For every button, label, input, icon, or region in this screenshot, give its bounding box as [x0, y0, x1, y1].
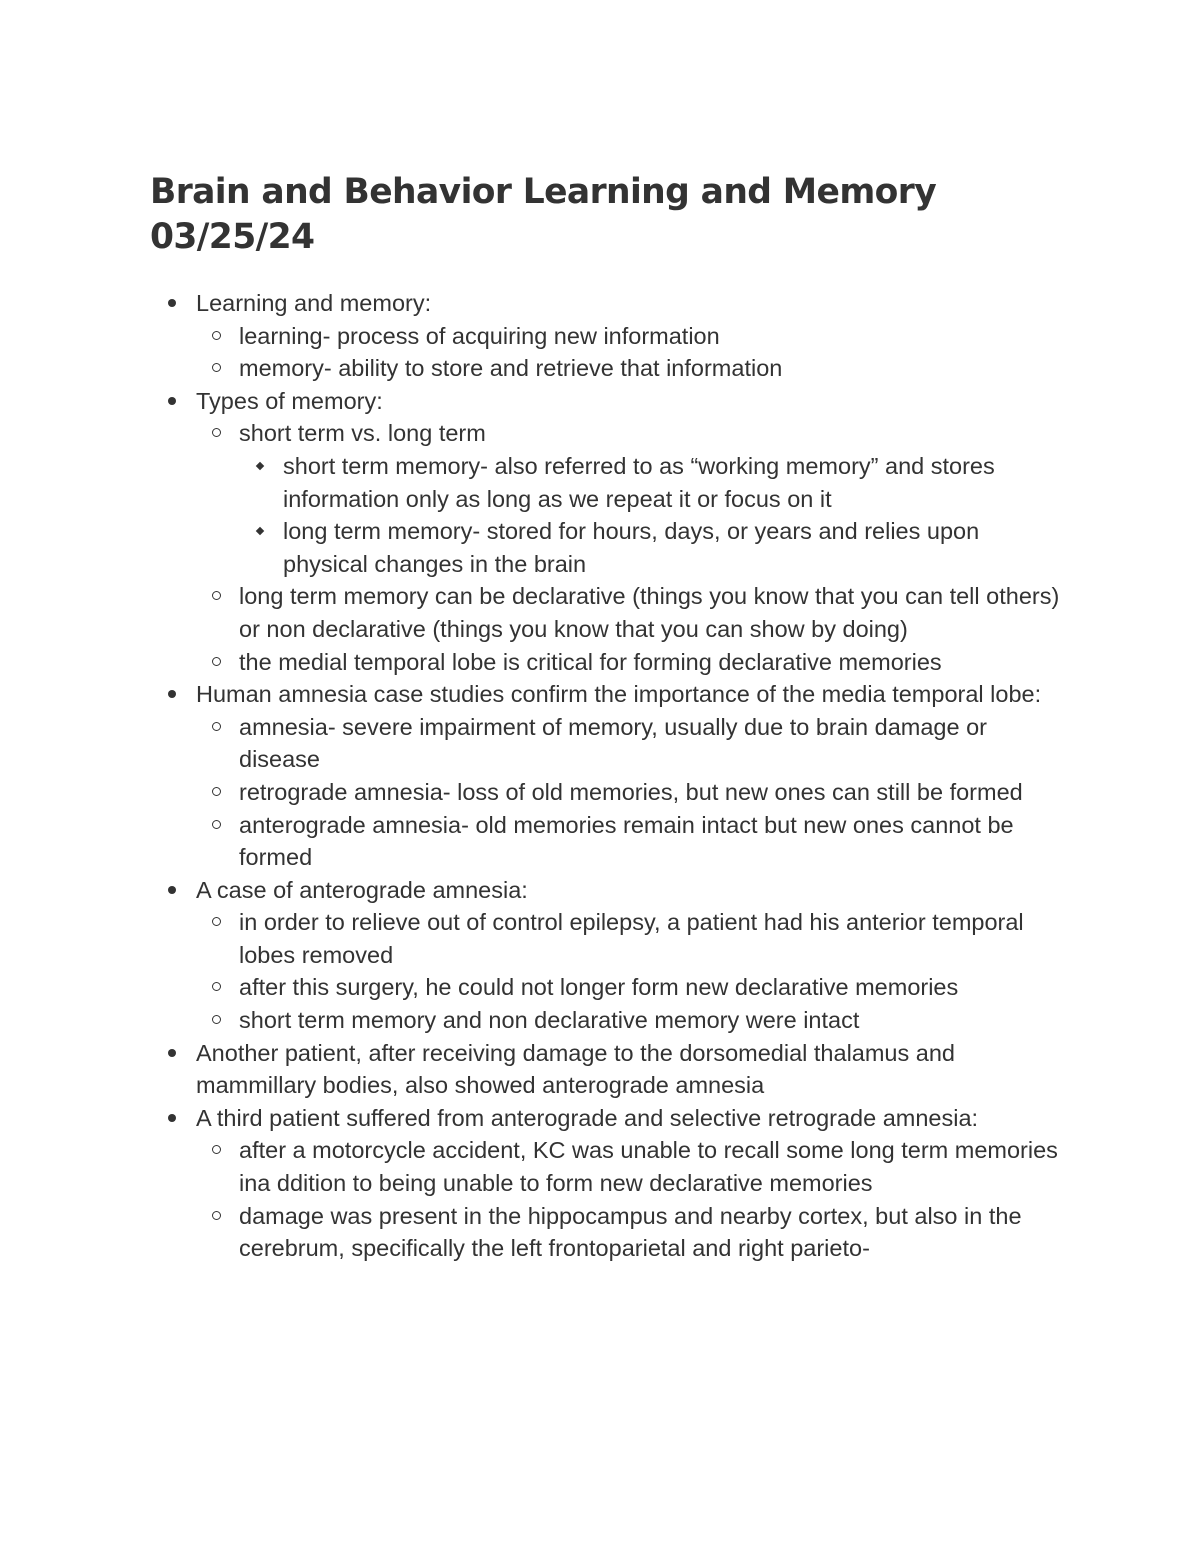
- list-item: short term vs. long term short term memory- also referred to as “working memory” and stores information only as long as we repeat it or focus on it long term memory- stored for hours, days, or years and relies upon physical changes in the brain: [150, 417, 1060, 580]
- document-page: [150, 170, 1060, 1265]
- notes-list: [150, 287, 1060, 1265]
- bullet-circle-icon: [212, 787, 221, 796]
- bullet-disc-icon: [168, 886, 176, 894]
- list-item: A third patient suffered from anterograde and selective retrograde amnesia: after a motorcycle accident, KC was unable to recall some long term memories ina ddition to being unable to form new declarative memories damage was present in the hippocampus and nearby cortex, but also in the cerebrum, specifically the left frontoparietal and right parieto-: [150, 1102, 1060, 1265]
- list-item: short term memory and non declarative memory were intact: [150, 1004, 1060, 1037]
- list-item: A case of anterograde amnesia: in order to relieve out of control epilepsy, a patient had his anterior temporal lobes removed after this surgery, he could not longer form new declarative memories short term memory and non declarative memory were intact: [150, 874, 1060, 1037]
- list-item: long term memory can be declarative (things you know that you can tell others) or non declarative (things you know that you can show by doing): [150, 580, 1060, 645]
- bullet-circle-icon: [212, 428, 221, 437]
- list-item: Types of memory: short term vs. long term short term memory- also referred to as “working memory” and stores information only as long as we repeat it or focus on it long term memory- stored for hours, days, or years and relies upon physical changes in the brain long term memory can be declarative (things you know that you can tell others) or non declarative (things you know that you can show by doing) the medial temporal lobe is critical for forming declarative memories: [150, 385, 1060, 678]
- bullet-circle-icon: [212, 657, 221, 666]
- bullet-circle-icon: [212, 1015, 221, 1024]
- page-title: Brain and Behavior Learning and Memory 03/25/24: [150, 172, 937, 257]
- bullet-circle-icon: [212, 331, 221, 340]
- bullet-disc-icon: [168, 1049, 176, 1057]
- list-item: Human amnesia case studies confirm the importance of the media temporal lobe: amnesia- severe impairment of memory, usually due to brain damage or disease retrograde amnesia- loss of old memories, but new ones can still be formed anterograde amnesia- old memories remain intact but new ones cannot be formed: [150, 678, 1060, 874]
- list-item: in order to relieve out of control epilepsy, a patient had his anterior temporal lobes removed: [150, 906, 1060, 971]
- bullet-diamond-icon: [256, 527, 264, 535]
- list-item: Another patient, after receiving damage to the dorsomedial thalamus and mammillary bodies, also showed anterograde amnesia: [150, 1037, 1060, 1102]
- bullet-circle-icon: [212, 1145, 221, 1154]
- list-item: the medial temporal lobe is critical for forming declarative memories: [150, 646, 1060, 679]
- bullet-circle-icon: [212, 820, 221, 829]
- list-item: damage was present in the hippocampus and nearby cortex, but also in the cerebrum, specifically the left frontoparietal and right parieto-: [150, 1200, 1060, 1265]
- list-item: retrograde amnesia- loss of old memories, but new ones can still be formed: [150, 776, 1060, 809]
- bullet-circle-icon: [212, 917, 221, 926]
- bullet-circle-icon: [212, 722, 221, 731]
- list-item: after this surgery, he could not longer form new declarative memories: [150, 971, 1060, 1004]
- bullet-circle-icon: [212, 363, 221, 372]
- list-item: learning- process of acquiring new information: [150, 320, 1060, 353]
- bullet-circle-icon: [212, 1211, 221, 1220]
- list-item: anterograde amnesia- old memories remain intact but new ones cannot be formed: [150, 809, 1060, 874]
- bullet-circle-icon: [212, 982, 221, 991]
- list-item: Learning and memory: learning- process of acquiring new information memory- ability to store and retrieve that information: [150, 287, 1060, 385]
- bullet-diamond-icon: [256, 462, 264, 470]
- list-item: short term memory- also referred to as “working memory” and stores information only as long as we repeat it or focus on it: [150, 450, 1060, 515]
- bullet-disc-icon: [168, 1114, 176, 1122]
- bullet-disc-icon: [168, 690, 176, 698]
- bullet-disc-icon: [168, 299, 176, 307]
- bullet-circle-icon: [212, 591, 221, 600]
- bullet-disc-icon: [168, 397, 176, 405]
- list-item: long term memory- stored for hours, days, or years and relies upon physical changes in the brain: [150, 515, 1060, 580]
- list-item: amnesia- severe impairment of memory, usually due to brain damage or disease: [150, 711, 1060, 776]
- list-item: after a motorcycle accident, KC was unable to recall some long term memories ina ddition to being unable to form new declarative memories: [150, 1134, 1060, 1199]
- list-item: memory- ability to store and retrieve that information: [150, 352, 1060, 385]
